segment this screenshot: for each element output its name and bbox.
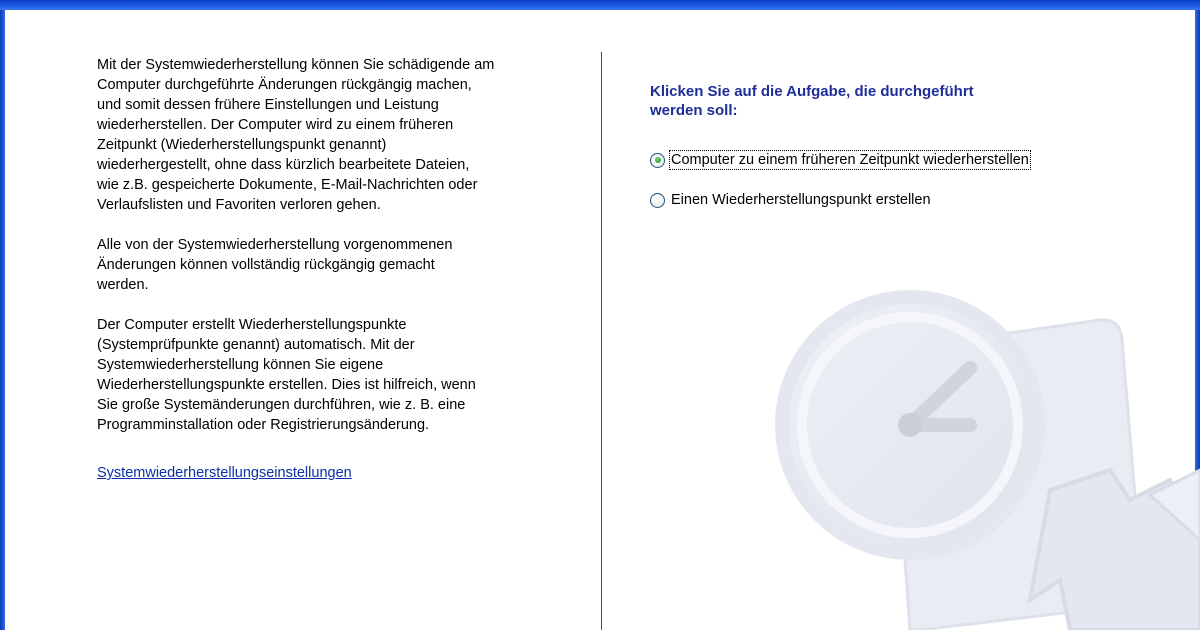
- task-pane: [650, 82, 1170, 230]
- task-options: [650, 150, 1170, 210]
- option-label[interactable]: Einen Wiederherstellungspunkt erstellen: [671, 192, 931, 208]
- radio-button-icon[interactable]: [650, 153, 665, 168]
- clock-restore-icon: [770, 280, 1200, 630]
- radio-button-icon[interactable]: [650, 193, 665, 208]
- description-paragraph: Alle von der Systemwiederherstellung vorgenommenen Änderungen können vollständig rückgängig gemacht werden.: [97, 237, 453, 293]
- title-bar[interactable]: [0, 0, 1200, 10]
- window-border-left: [0, 10, 5, 630]
- pane-divider: [601, 52, 602, 630]
- settings-link[interactable]: Systemwiederherstellungseinstellungen: [97, 465, 352, 481]
- description-paragraph: Mit der Systemwiederherstellung können Sie schädigende am Computer durchgeführte Änderungen rückgängig machen, und somit dessen frühere Einstellungen und Leistung wiederherstellen. Der Computer wird zu einem früheren Zeitpunkt (Wiederherstellungspunkt genannt) wiederhergestellt, ohne dass kürzlich bearbeitete Dateien, wie z.B. gespeicherte Dokumente, E-Mail-Nachrichten oder Verlaufslisten und Favoriten verloren gehen.: [97, 57, 495, 213]
- option-restore-computer[interactable]: [650, 150, 1170, 170]
- description-paragraph: Der Computer erstellt Wiederherstellungspunkte (Systemprüfpunkte genannt) automatisch. Mit der Systemwiederherstellung können Sie eigene Wiederherstellungspunkte erstellen. Dies ist hilfreich, wenn Sie große Systemänderungen durchführen, wie z. B. eine Programminstallation oder Registrierungsänderung.: [97, 317, 476, 433]
- description-pane: [97, 55, 567, 483]
- option-create-restore-point[interactable]: [650, 190, 1170, 210]
- option-label[interactable]: Computer zu einem früheren Zeitpunkt wiederherstellen: [671, 152, 1029, 168]
- task-heading: Klicken Sie auf die Aufgabe, die durchgeführt werden soll:: [650, 83, 974, 119]
